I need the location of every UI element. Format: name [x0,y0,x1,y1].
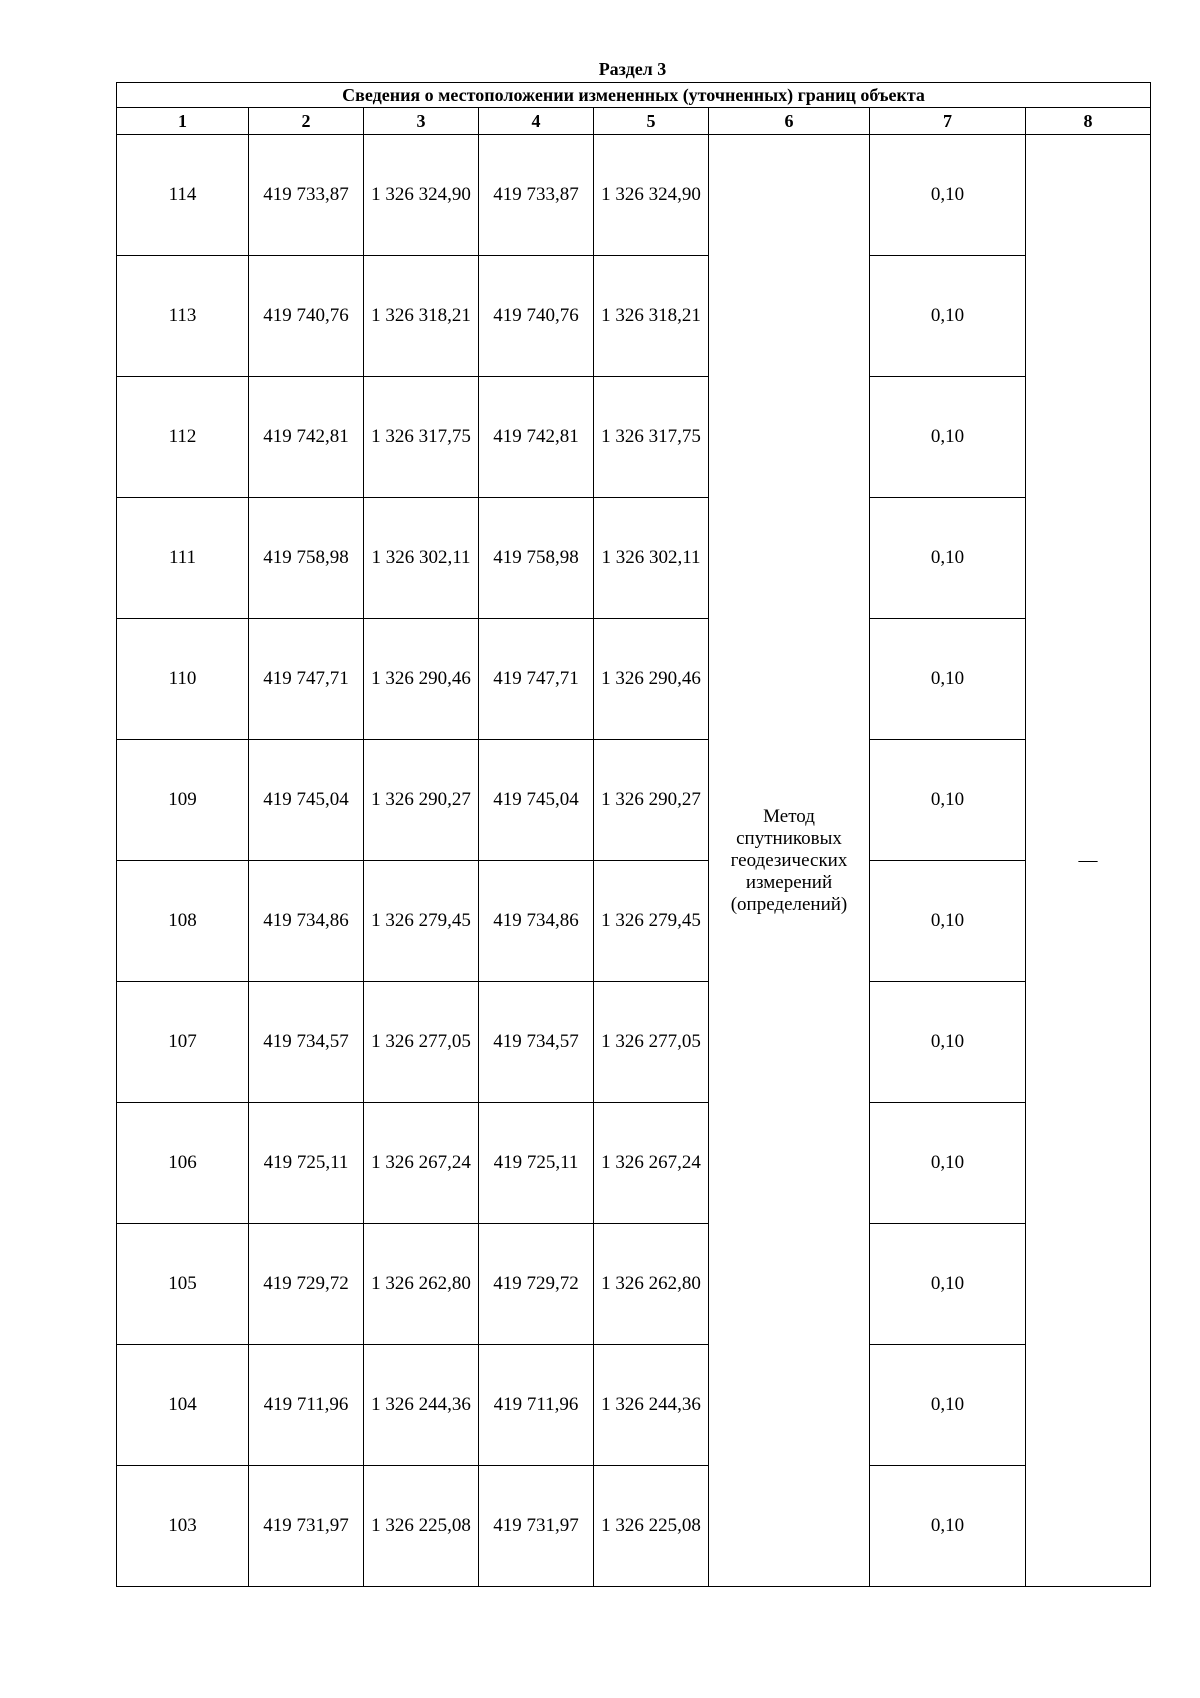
point-number-cell: 112 [117,377,249,498]
table-caption: Сведения о местоположении измененных (уточненных) границ объекта [117,83,1151,108]
x-old-cell: 419 734,86 [249,861,364,982]
table-row [117,740,1151,861]
y-new-cell: 1 326 262,80 [594,1224,709,1345]
y-new-cell: 1 326 318,21 [594,256,709,377]
point-number-cell: 108 [117,861,249,982]
table-row [117,1224,1151,1345]
y-old-cell: 1 326 318,21 [364,256,479,377]
point-number-cell: 113 [117,256,249,377]
boundary-coordinates-table [116,82,1151,1587]
section-title: Раздел 3 [598,59,667,79]
accuracy-cell: 0,10 [870,619,1026,740]
column-number: 4 [479,108,594,135]
x-new-cell: 419 733,87 [479,135,594,256]
x-new-cell: 419 711,96 [479,1345,594,1466]
accuracy-cell: 0,10 [870,498,1026,619]
accuracy-cell: 0,10 [870,1224,1026,1345]
x-old-cell: 419 733,87 [249,135,364,256]
x-old-cell: 419 742,81 [249,377,364,498]
accuracy-cell: 0,10 [870,377,1026,498]
y-old-cell: 1 326 279,45 [364,861,479,982]
column-number: 1 [117,108,249,135]
accuracy-cell: 0,10 [870,1345,1026,1466]
table-row [117,377,1151,498]
y-new-cell: 1 326 302,11 [594,498,709,619]
y-old-cell: 1 326 290,46 [364,619,479,740]
point-number-cell: 105 [117,1224,249,1345]
y-new-cell: 1 326 317,75 [594,377,709,498]
x-new-cell: 419 747,71 [479,619,594,740]
x-old-cell: 419 740,76 [249,256,364,377]
table-row [117,982,1151,1103]
x-old-cell: 419 711,96 [249,1345,364,1466]
table-row [117,861,1151,982]
y-old-cell: 1 326 225,08 [364,1466,479,1587]
y-old-cell: 1 326 277,05 [364,982,479,1103]
accuracy-cell: 0,10 [870,1466,1026,1587]
x-old-cell: 419 747,71 [249,619,364,740]
y-old-cell: 1 326 267,24 [364,1103,479,1224]
point-number-cell: 103 [117,1466,249,1587]
table-row [117,498,1151,619]
y-old-cell: 1 326 324,90 [364,135,479,256]
accuracy-cell: 0,10 [870,982,1026,1103]
x-old-cell: 419 729,72 [249,1224,364,1345]
table-row [117,256,1151,377]
y-old-cell: 1 326 290,27 [364,740,479,861]
x-new-cell: 419 725,11 [479,1103,594,1224]
y-new-cell: 1 326 324,90 [594,135,709,256]
table-row [117,1345,1151,1466]
y-new-cell: 1 326 279,45 [594,861,709,982]
x-old-cell: 419 734,57 [249,982,364,1103]
table-row [117,135,1151,256]
y-new-cell: 1 326 225,08 [594,1466,709,1587]
y-old-cell: 1 326 317,75 [364,377,479,498]
x-new-cell: 419 742,81 [479,377,594,498]
measurement-method-cell: Метод спутниковых геодезических измерений (определений) [709,135,870,1587]
x-new-cell: 419 734,86 [479,861,594,982]
x-new-cell: 419 740,76 [479,256,594,377]
x-old-cell: 419 745,04 [249,740,364,861]
y-new-cell: 1 326 290,46 [594,619,709,740]
y-old-cell: 1 326 244,36 [364,1345,479,1466]
accuracy-cell: 0,10 [870,135,1026,256]
y-new-cell: 1 326 244,36 [594,1345,709,1466]
x-new-cell: 419 745,04 [479,740,594,861]
table-row [117,619,1151,740]
y-new-cell: 1 326 290,27 [594,740,709,861]
column-number: 6 [709,108,870,135]
x-old-cell: 419 731,97 [249,1466,364,1587]
x-new-cell: 419 758,98 [479,498,594,619]
x-new-cell: 419 731,97 [479,1466,594,1587]
point-number-cell: 104 [117,1345,249,1466]
point-number-cell: 110 [117,619,249,740]
y-new-cell: 1 326 267,24 [594,1103,709,1224]
x-new-cell: 419 734,57 [479,982,594,1103]
column-number: 8 [1026,108,1151,135]
column-number-row [117,108,1151,135]
table-row [117,1466,1151,1587]
column8-dash-cell: — [1026,135,1151,1587]
x-old-cell: 419 725,11 [249,1103,364,1224]
point-number-cell: 107 [117,982,249,1103]
point-number-cell: 114 [117,135,249,256]
column-number: 2 [249,108,364,135]
y-new-cell: 1 326 277,05 [594,982,709,1103]
column-number: 5 [594,108,709,135]
accuracy-cell: 0,10 [870,861,1026,982]
column-number: 7 [870,108,1026,135]
column-number: 3 [364,108,479,135]
x-new-cell: 419 729,72 [479,1224,594,1345]
point-number-cell: 106 [117,1103,249,1224]
table-caption-row [117,83,1151,108]
point-number-cell: 109 [117,740,249,861]
table-row [117,1103,1151,1224]
y-old-cell: 1 326 302,11 [364,498,479,619]
accuracy-cell: 0,10 [870,740,1026,861]
y-old-cell: 1 326 262,80 [364,1224,479,1345]
accuracy-cell: 0,10 [870,1103,1026,1224]
x-old-cell: 419 758,98 [249,498,364,619]
point-number-cell: 111 [117,498,249,619]
accuracy-cell: 0,10 [870,256,1026,377]
